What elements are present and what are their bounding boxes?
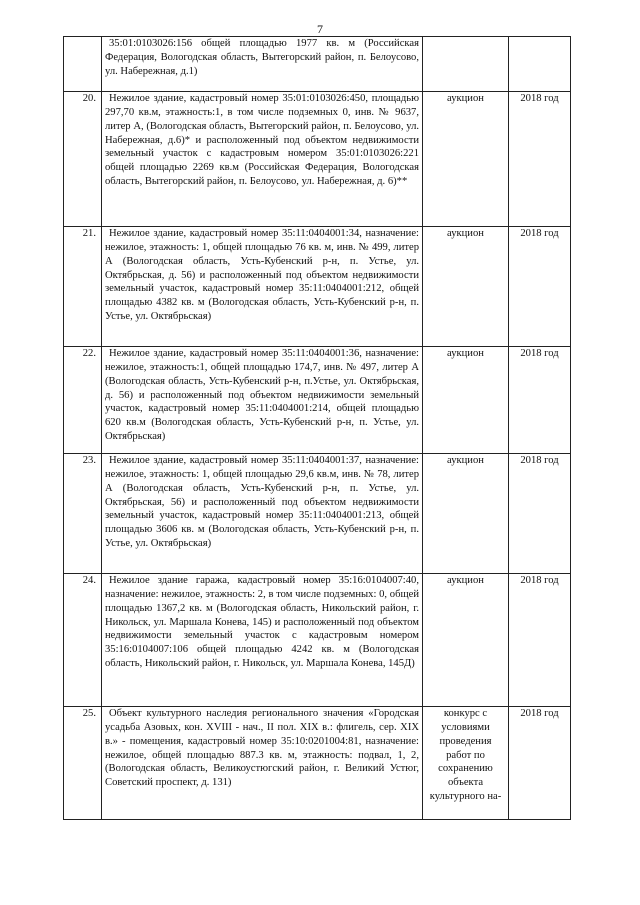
row-sale-method: аукцион	[423, 92, 509, 227]
row-number: 24.	[64, 574, 102, 707]
table-row	[64, 347, 571, 454]
row-sale-method	[423, 37, 509, 92]
table-row	[64, 92, 571, 227]
row-sale-method: конкурс с условиями проведения работ по сохранению объекта культурного на-	[423, 707, 509, 820]
row-number	[64, 37, 102, 92]
row-description: Нежилое здание гаража, кадастровый номер 35:16:0104007:40, назначение: нежилое, этажность: 2, в том числе подземных: 0, общей площадью 1367,2 кв. м (Вологодская область, Никольский район, г. Никольск, ул. Маршала Конева, 145) и расположенный под объектом недвижимости земельный участок с кадастровым номером 35:16:0104007:106 общей площадью 4242 кв. м (Вологодская область, Никольский район, г. Никольск, ул. Маршала Конева, 145Д)	[102, 574, 423, 707]
row-description: Нежилое здание, кадастровый номер 35:01:0103026:450, площадью 297,70 кв.м, этажность:1, в том числе подземных 0, инв. № 9637, литер А, (Вологодская область, Вытегорский район, п. Белоусово, ул. Набережная, д.6)* и расположенный под объектом недвижимости земельный участок с кадастровым номером 35:01:0103026:221 общей площадью 2269 кв.м (Российская Федерация, Вологодская область, Вытегорский район, п. Белоусово, ул. Набережная, д. 6)**	[102, 92, 423, 227]
row-number: 20.	[64, 92, 102, 227]
row-year: 2018 год	[509, 227, 571, 347]
row-sale-method: аукцион	[423, 347, 509, 454]
row-year: 2018 год	[509, 707, 571, 820]
row-description: Нежилое здание, кадастровый номер 35:11:0404001:37, назначение: нежилое, этажность: 1, общей площадью 29,6 кв.м, инв. № 78, литер А (Вологодская область, Усть-Кубенский р-н, п. Устье, ул. Октябрьская, 56) и расположенный под объектом недвижимости земельный участок, кадастровый номер 35:11:0404001:213, общей площадью 3606 кв. м (Вологодская область, Усть-Кубенский р-н, п. Устье, ул. Октябрьская)	[102, 454, 423, 574]
row-sale-method: аукцион	[423, 227, 509, 347]
row-sale-method: аукцион	[423, 454, 509, 574]
row-description: Нежилое здание, кадастровый номер 35:11:0404001:36, назначение: нежилое, этажность:1, общей площадью 174,7, инв. № 497, литер А (Вологодская область, Усть-Кубенский р-н, п.Устье, ул. Октябрьская, д. 56) и расположенный под объектом недвижимости земельный участок, кадастровый номер 35:11:0404001:214, общей площадью 620 кв.м (Вологодская область, Усть-Кубенский р-н, п. Устье, ул. Октябрьская)	[102, 347, 423, 454]
row-year: 2018 год	[509, 454, 571, 574]
row-number: 23.	[64, 454, 102, 574]
row-year: 2018 год	[509, 347, 571, 454]
row-year: 2018 год	[509, 574, 571, 707]
row-description: Объект культурного наследия регионального значения «Городская усадьба Азовых, кон. XVIII - нач., II пол. XIX в.: флигель, сер. XIX в.» - помещения, кадастровый номер 35:10:0201004:81, назначение: нежилое, общей площадью 887.3 кв. м, этажность: подвал, 1, 2, (Вологодская область, Великоустюгский район, г. Великий Устюг, Советский проспект, д. 131)	[102, 707, 423, 820]
table-row	[64, 37, 571, 92]
row-number: 21.	[64, 227, 102, 347]
row-year: 2018 год	[509, 92, 571, 227]
row-year	[509, 37, 571, 92]
row-description: Нежилое здание, кадастровый номер 35:11:0404001:34, назначение: нежилое, этажность: 1, общей площадью 76 кв. м, инв. № 499, литер А (Вологодская область, Усть-Кубенский р-н, п. Устье, ул. Октябрьская, д. 56) и расположенный под объектом недвижимости земельный участок, кадастровый номер 35:11:0404001:212, общей площадью 4382 кв. м (Вологодская область, Усть-Кубенский р-н, п. Устье, ул. Октябрьская)	[102, 227, 423, 347]
row-number: 22.	[64, 347, 102, 454]
table-row	[64, 227, 571, 347]
row-sale-method: аукцион	[423, 574, 509, 707]
table-row	[64, 707, 571, 820]
table-row	[64, 574, 571, 707]
property-table	[63, 36, 571, 820]
row-description: 35:01:0103026:156 общей площадью 1977 кв. м (Российская Федерация, Вологодская область, Вытегорский район, п. Белоусово, ул. Набережная, д.1)	[102, 37, 423, 92]
page-number: 7	[317, 22, 323, 36]
table-row	[64, 454, 571, 574]
row-number: 25.	[64, 707, 102, 820]
